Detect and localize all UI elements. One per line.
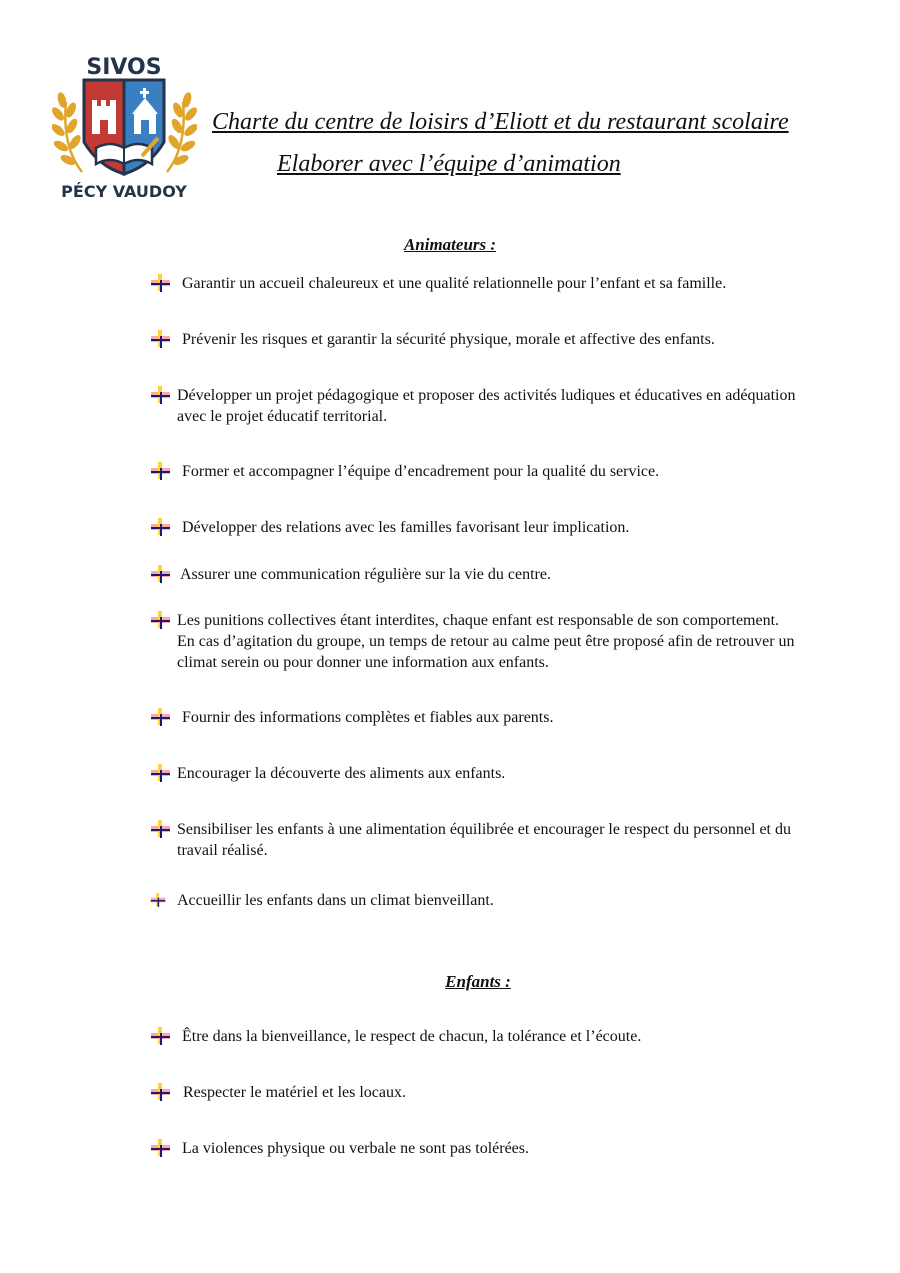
sivos-logo <box>52 52 197 202</box>
list-item: Respecter le matériel et les locaux. <box>150 1082 800 1103</box>
bullet-icon <box>150 893 166 907</box>
bullet-icon <box>150 1139 171 1157</box>
page-subtitle: Elaborer avec l’équipe d’animation <box>277 151 621 177</box>
bullet-icon <box>150 518 171 536</box>
list-item: Garantir un accueil chaleureux et une qualité relationnelle pour l’enfant et sa famille. <box>150 273 800 294</box>
list-item: Sensibiliser les enfants à une alimentation équilibrée et encourager le respect du personnel et du travail réalisé. <box>150 819 800 861</box>
bullet-icon <box>150 462 171 480</box>
bullet-icon <box>150 1083 171 1101</box>
list-item: Assurer une communication régulière sur la vie du centre. <box>150 564 800 585</box>
list-item: Les punitions collectives étant interdites, chaque enfant est responsable de son comportement. En cas d’agitation du groupe, un temps de retour au calme peut être proposé afin de retrouver un climat serein ou pour donner une information aux enfants. <box>150 610 800 673</box>
bullet-icon <box>150 611 171 629</box>
list-item: Accueillir les enfants dans un climat bienveillant. <box>150 890 800 911</box>
laurel-right-icon <box>166 91 197 172</box>
laurel-left-icon <box>52 91 83 172</box>
list-item: Fournir des informations complètes et fiables aux parents. <box>150 707 800 728</box>
bullet-icon <box>150 708 171 726</box>
list-item: Développer un projet pédagogique et proposer des activités ludiques et éducatives en adéquation avec le projet éducatif territorial. <box>150 385 800 427</box>
page-title: Charte du centre de loisirs d’Eliott et du restaurant scolaire <box>212 109 789 135</box>
bullet-icon <box>150 820 171 838</box>
shield-icon <box>84 80 164 174</box>
list-item: Développer des relations avec les familles favorisant leur implication. <box>150 517 800 538</box>
bullet-icon <box>150 565 171 583</box>
list-item: Prévenir les risques et garantir la sécurité physique, morale et affective des enfants. <box>150 329 800 350</box>
list-item: Encourager la découverte des aliments aux enfants. <box>150 763 800 784</box>
bullet-icon <box>150 386 171 404</box>
section-heading-animateurs: Animateurs : <box>403 235 497 254</box>
bullet-icon <box>150 274 171 292</box>
logo-top-text: SIVOS <box>86 55 162 80</box>
logo-bottom-text: PÉCY VAUDOY <box>61 182 187 201</box>
list-item: Former et accompagner l’équipe d’encadrement pour la qualité du service. <box>150 461 800 482</box>
list-item: La violences physique ou verbale ne sont pas tolérées. <box>150 1138 800 1159</box>
bullet-icon <box>150 1027 171 1045</box>
bullet-icon <box>150 764 171 782</box>
section-heading-enfants: Enfants : <box>445 972 511 991</box>
list-item: Être dans la bienveillance, le respect de chacun, la tolérance et l’écoute. <box>150 1026 800 1047</box>
bullet-icon <box>150 330 171 348</box>
